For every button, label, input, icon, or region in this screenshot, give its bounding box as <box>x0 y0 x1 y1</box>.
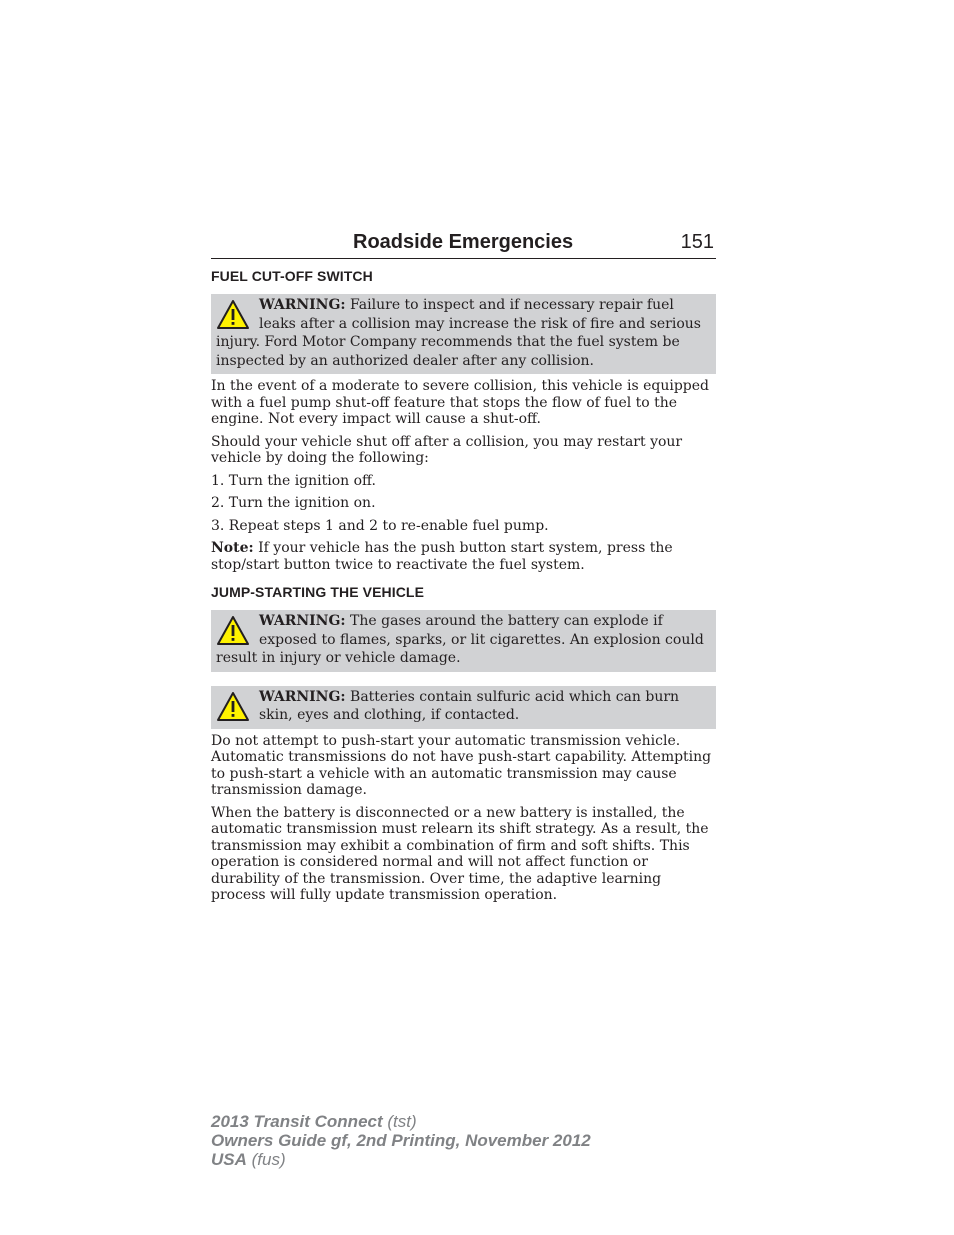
warning-triangle-icon <box>216 299 250 331</box>
warning-box-fuel <box>211 294 716 374</box>
footer-line-2 <box>211 1131 591 1150</box>
footer-printing: Owners Guide gf, 2nd Printing, November 2012 <box>211 1131 591 1150</box>
footer-market: USA <box>211 1150 247 1169</box>
note-text: If your vehicle has the push button start system, press the stop/start button twice to reactivate the fuel system. <box>211 540 673 573</box>
warning-text: The gases around the battery can explode if exposed to flames, sparks, or lit cigarettes. An explosion could result in injury or vehicle damage. <box>216 613 704 666</box>
paragraph: In the event of a moderate to severe collision, this vehicle is equipped with a fuel pump shut-off feature that stops the flow of fuel to the engine. Not every impact will cause a shut-off. <box>211 378 709 427</box>
paragraph: Do not attempt to push-start your automatic transmission vehicle. Automatic transmissions do not have push-start capability. Attempting to push-start a vehicle with an automatic transmission may cause transmission damage. <box>211 732 712 798</box>
section-heading-jump-starting: JUMP-STARTING THE VEHICLE <box>211 584 425 600</box>
note-paragraph <box>211 540 716 573</box>
warning-box-sulfuric-acid <box>211 686 716 729</box>
list-item: 2. Turn the ignition on. <box>211 495 376 511</box>
page-header <box>211 229 716 259</box>
page-title: Roadside Emergencies <box>353 231 574 253</box>
footer-model-code: (tst) <box>382 1112 417 1131</box>
page-content <box>211 229 716 904</box>
warning-text: Batteries contain sulfuric acid which can burn skin, eyes and clothing, if contacted. <box>259 688 680 723</box>
warning-label: WARNING: <box>259 613 346 629</box>
page-footer <box>211 1112 591 1169</box>
warning-box-battery-gases <box>211 610 716 672</box>
footer-model: 2013 Transit Connect <box>211 1112 383 1131</box>
warning-text: Failure to inspect and if necessary repair fuel leaks after a collision may increase the risk of fire and serious injury. Ford Motor Company recommends that the fuel system be inspected by an authorized dealer after any collision. <box>216 297 701 369</box>
paragraph: Should your vehicle shut off after a collision, you may restart your vehicle by doing the following: <box>211 433 683 466</box>
footer-line-1 <box>211 1112 591 1131</box>
footer-line-3 <box>211 1150 591 1169</box>
footer-market-code: (fus) <box>246 1150 286 1169</box>
note-label: Note: <box>211 540 254 556</box>
paragraph: When the battery is disconnected or a new battery is installed, the automatic transmission must relearn its shift strategy. As a result, the transmission may exhibit a combination of firm and soft shifts. This operation is considered normal and will not affect function or durability of the transmission. Over time, the adaptive learning process will fully update transmission operation. <box>211 804 709 903</box>
warning-triangle-icon <box>216 691 250 723</box>
section-heading-fuel-cutoff: FUEL CUT-OFF SWITCH <box>211 268 373 284</box>
page-number: 151 <box>680 231 714 253</box>
warning-triangle-icon <box>216 615 250 647</box>
warning-label: WARNING: <box>259 297 346 313</box>
list-item: 3. Repeat steps 1 and 2 to re-enable fuel pump. <box>211 517 549 534</box>
warning-label: WARNING: <box>259 688 346 705</box>
list-item: 1. Turn the ignition off. <box>211 472 376 489</box>
